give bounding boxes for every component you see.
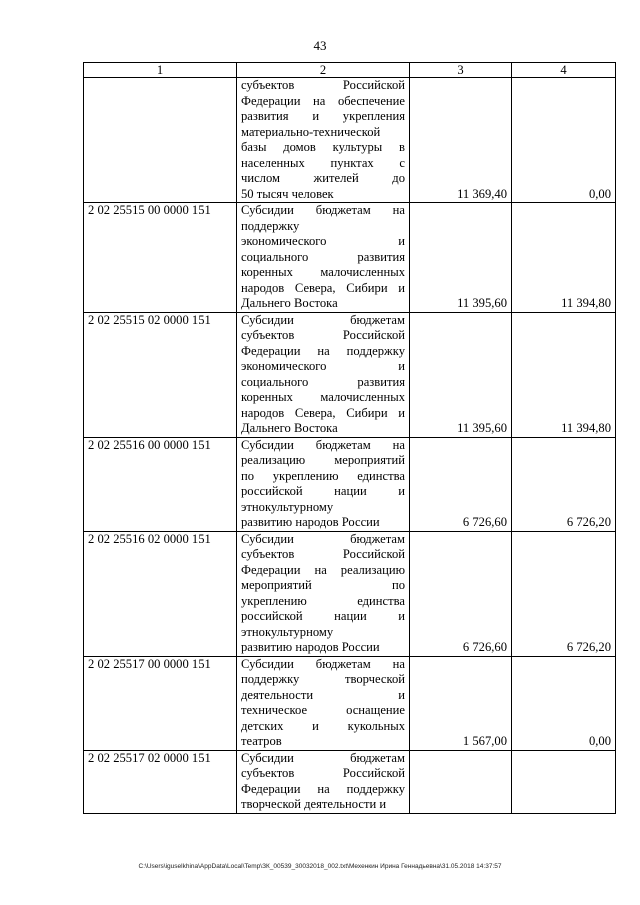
column-header-4: 4 (512, 63, 616, 78)
description-cell (237, 203, 410, 313)
description-line: Федерации на реализацию (241, 562, 405, 577)
description-line: развития и укрепления (241, 109, 405, 123)
description-line: субъектов Российской (241, 328, 405, 342)
description-line: по укреплению единства (241, 468, 405, 483)
actual-amount-cell: 11 394,80 (512, 203, 616, 313)
description-line: Дальнего Востока (241, 296, 338, 310)
actual-amount-cell (512, 750, 616, 813)
actual-amount-cell: 0,00 (512, 78, 616, 203)
description-line: Дальнего Востока (241, 421, 338, 435)
table-header-row (84, 63, 616, 78)
description-line: Субсидии бюджетам на (241, 437, 405, 452)
description-line: базы домов культуры в (241, 140, 405, 154)
description-line: развитию народов России (241, 640, 380, 654)
description-line: населенных пунктах с (241, 155, 405, 170)
description-line: экономического и (241, 234, 405, 248)
description-cell (237, 750, 410, 813)
description-line: Субсидии бюджетам (241, 312, 405, 327)
income-code-cell: 2 02 25517 02 0000 151 (84, 750, 237, 813)
plan-amount-cell: 11 369,40 (410, 78, 512, 203)
plan-amount-cell: 11 395,60 (410, 312, 512, 437)
actual-amount-cell: 11 394,80 (512, 312, 616, 437)
table-row (84, 531, 616, 656)
income-code-cell: 2 02 25517 00 0000 151 (84, 656, 237, 750)
page-number: 43 (313, 38, 327, 53)
description-line: деятельности и (241, 687, 405, 702)
description-line: коренных малочисленных (241, 265, 405, 279)
plan-amount-cell: 6 726,60 (410, 437, 512, 531)
description-line: материально-технической (241, 124, 381, 139)
plan-amount-cell: 1 567,00 (410, 656, 512, 750)
column-header-3: 3 (410, 63, 512, 78)
description-line: числом жителей до (241, 171, 405, 185)
description-line: развитию народов России (241, 515, 380, 529)
description-line: театров (241, 734, 282, 748)
actual-amount-cell: 6 726,20 (512, 437, 616, 531)
table-body (84, 78, 616, 814)
description-line: 50 тысяч человек (241, 186, 334, 201)
description-cell (237, 437, 410, 531)
plan-amount-cell: 6 726,60 (410, 531, 512, 656)
description-cell (237, 656, 410, 750)
table-row (84, 750, 616, 813)
description-line: Федерации на поддержку (241, 781, 405, 796)
description-line: субъектов Российской (241, 78, 405, 92)
description-line: народов Севера, Сибири и (241, 405, 405, 420)
description-line: Федерации на поддержку (241, 343, 405, 358)
description-line: экономического и (241, 359, 405, 373)
description-line: социального развития (241, 374, 405, 389)
table-row (84, 656, 616, 750)
plan-amount-cell: 11 395,60 (410, 203, 512, 313)
description-line: укреплению единства (241, 593, 405, 608)
description-line: поддержку (241, 218, 300, 233)
actual-amount-cell: 6 726,20 (512, 531, 616, 656)
column-header-1: 1 (84, 63, 237, 78)
budget-table (83, 62, 616, 814)
description-line: российской нации и (241, 609, 405, 623)
description-line: народов Севера, Сибири и (241, 280, 405, 295)
description-line: реализацию мероприятий (241, 453, 405, 467)
income-code-cell: 2 02 25515 00 0000 151 (84, 203, 237, 313)
description-cell (237, 78, 410, 203)
description-line: Субсидии бюджетам (241, 531, 405, 546)
plan-amount-cell (410, 750, 512, 813)
description-line: субъектов Российской (241, 547, 405, 561)
description-line: творческой деятельности и (241, 797, 387, 811)
footer-file-path: C:\Users\iguselkhina\AppData\Local\Temp\ЗК_00539_30032018_002.txt\Мехенкин Ирина Геннадьевна\31.05.2018 14:37:57 (138, 863, 502, 870)
income-code-cell (84, 78, 237, 203)
description-line: Субсидии бюджетам на (241, 203, 405, 217)
column-header-2: 2 (237, 63, 410, 78)
description-line: социального развития (241, 249, 405, 264)
description-line: мероприятий по (241, 578, 405, 592)
description-line: детских и кукольных (241, 718, 405, 733)
description-line: этнокультурному (241, 499, 334, 514)
description-line: субъектов Российской (241, 766, 405, 780)
description-cell (237, 531, 410, 656)
description-cell (237, 312, 410, 437)
table-row (84, 78, 616, 203)
actual-amount-cell: 0,00 (512, 656, 616, 750)
table-row (84, 437, 616, 531)
income-code-cell: 2 02 25516 02 0000 151 (84, 531, 237, 656)
table-row (84, 203, 616, 313)
description-line: Субсидии бюджетам (241, 750, 405, 765)
income-code-cell: 2 02 25515 02 0000 151 (84, 312, 237, 437)
description-line: коренных малочисленных (241, 390, 405, 404)
description-line: Федерации на обеспечение (241, 93, 405, 108)
description-line: поддержку творческой (241, 672, 405, 686)
description-line: техническое оснащение (241, 703, 405, 717)
description-line: Субсидии бюджетам на (241, 656, 405, 671)
description-line: российской нации и (241, 484, 405, 498)
table-row (84, 312, 616, 437)
income-code-cell: 2 02 25516 00 0000 151 (84, 437, 237, 531)
description-line: этнокультурному (241, 624, 334, 639)
